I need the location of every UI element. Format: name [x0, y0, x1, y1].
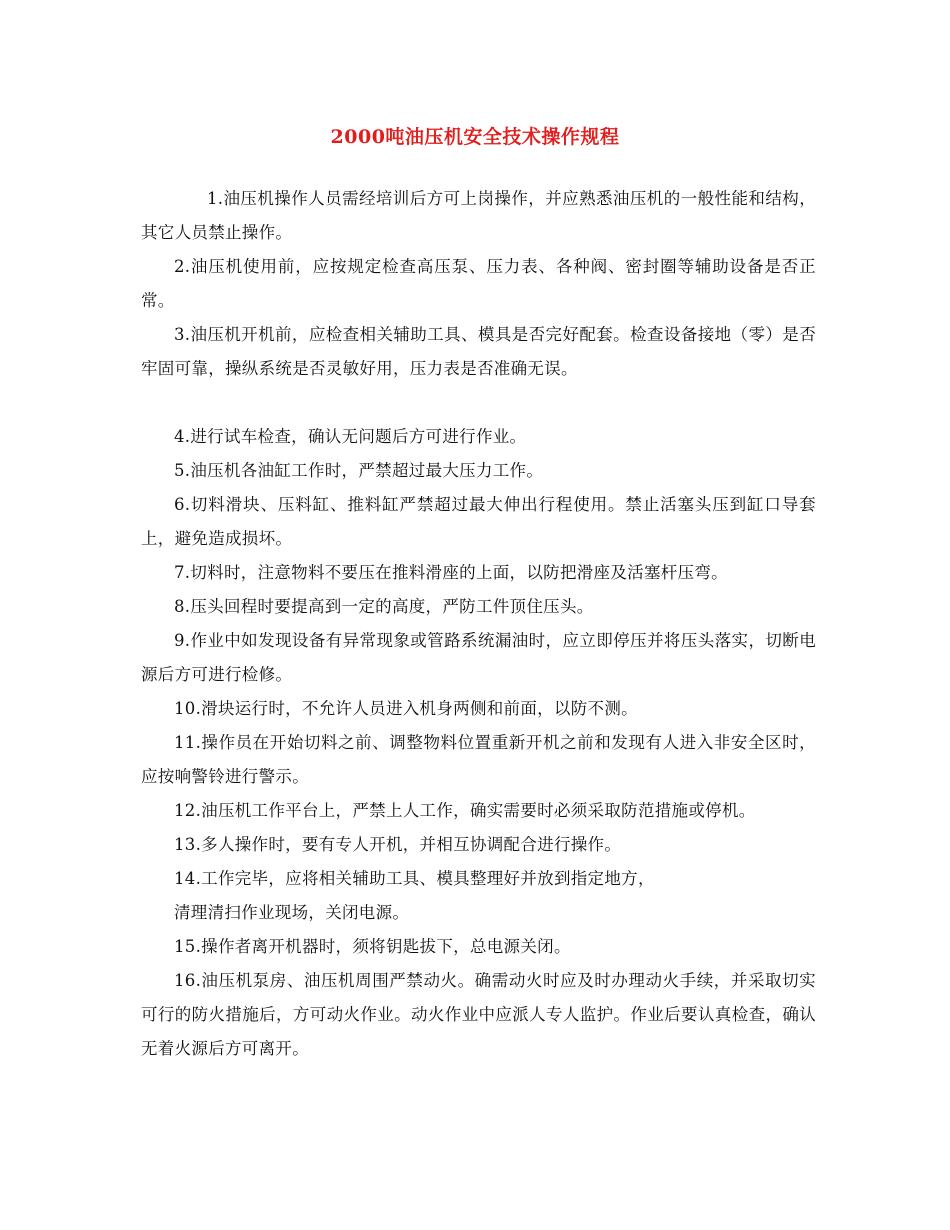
rule-item-1: 1.油压机操作人员需经培训后方可上岗操作，并应熟悉油压机的一般性能和结构，其它人员禁止操作。	[141, 189, 816, 242]
document-title: 2000吨油压机安全技术操作规程	[330, 126, 620, 148]
rule-item-5: 5.油压机各油缸工作时，严禁超过最大压力工作。	[174, 461, 544, 480]
rule-item-6: 6.切料滑块、压料缸、推料缸严禁超过最大伸出行程使用。禁止活塞头压到缸口导套上，避免造成损坏。	[141, 495, 816, 548]
rule-item-13: 13.多人操作时，要有专人开机，并相互协调配合进行操作。	[174, 835, 622, 854]
rule-item-15: 15.操作者离开机器时，须将钥匙拔下，总电源关闭。	[174, 937, 571, 956]
paragraph-gap	[141, 386, 816, 420]
rule-item-14: 14.工作完毕，应将相关辅助工具、模具整理好并放到指定地方，	[174, 869, 655, 888]
rule-item-7: 7.切料时，注意物料不要压在推料滑座的上面，以防把滑座及活塞杆压弯。	[174, 563, 728, 582]
rule-item-12: 12.油压机工作平台上，严禁上人工作，确实需要时必须采取防范措施或停机。	[174, 801, 756, 820]
rule-item-10: 10.滑块运行时，不允许人员进入机身两侧和前面，以防不测。	[174, 699, 638, 718]
rule-item-16: 16.油压机泵房、油压机周围严禁动火。确需动火时应及时办理动火手续，并采取切实可行的防火措施后，方可动火作业。动火作业中应派人专人监护。作业后要认真检查，确认无着火源后方可离开。	[141, 971, 816, 1058]
rule-item-8: 8.压头回程时要提高到一定的高度，严防工件顶住压头。	[174, 597, 594, 616]
rule-item-9: 9.作业中如发现设备有异常现象或管路系统漏油时，应立即停压并将压头落实，切断电源后方可进行检修。	[141, 631, 816, 684]
rule-item-11: 11.操作员在开始切料之前、调整物料位置重新开机之前和发现有人进入非安全区时，应按响警铃进行警示。	[141, 733, 816, 786]
rule-item-14-continuation: 清理清扫作业现场，关闭电源。	[174, 903, 410, 922]
rule-item-3: 3.油压机开机前，应检查相关辅助工具、模具是否完好配套。检查设备接地（零）是否牢固可靠，操纵系统是否灵敏好用，压力表是否准确无误。	[141, 325, 816, 378]
rule-item-2: 2.油压机使用前，应按规定检查高压泵、压力表、各种阀、密封圈等辅助设备是否正常。	[141, 257, 816, 310]
document-body	[141, 182, 816, 1066]
rule-item-4: 4.进行试车检查，确认无问题后方可进行作业。	[174, 427, 527, 446]
